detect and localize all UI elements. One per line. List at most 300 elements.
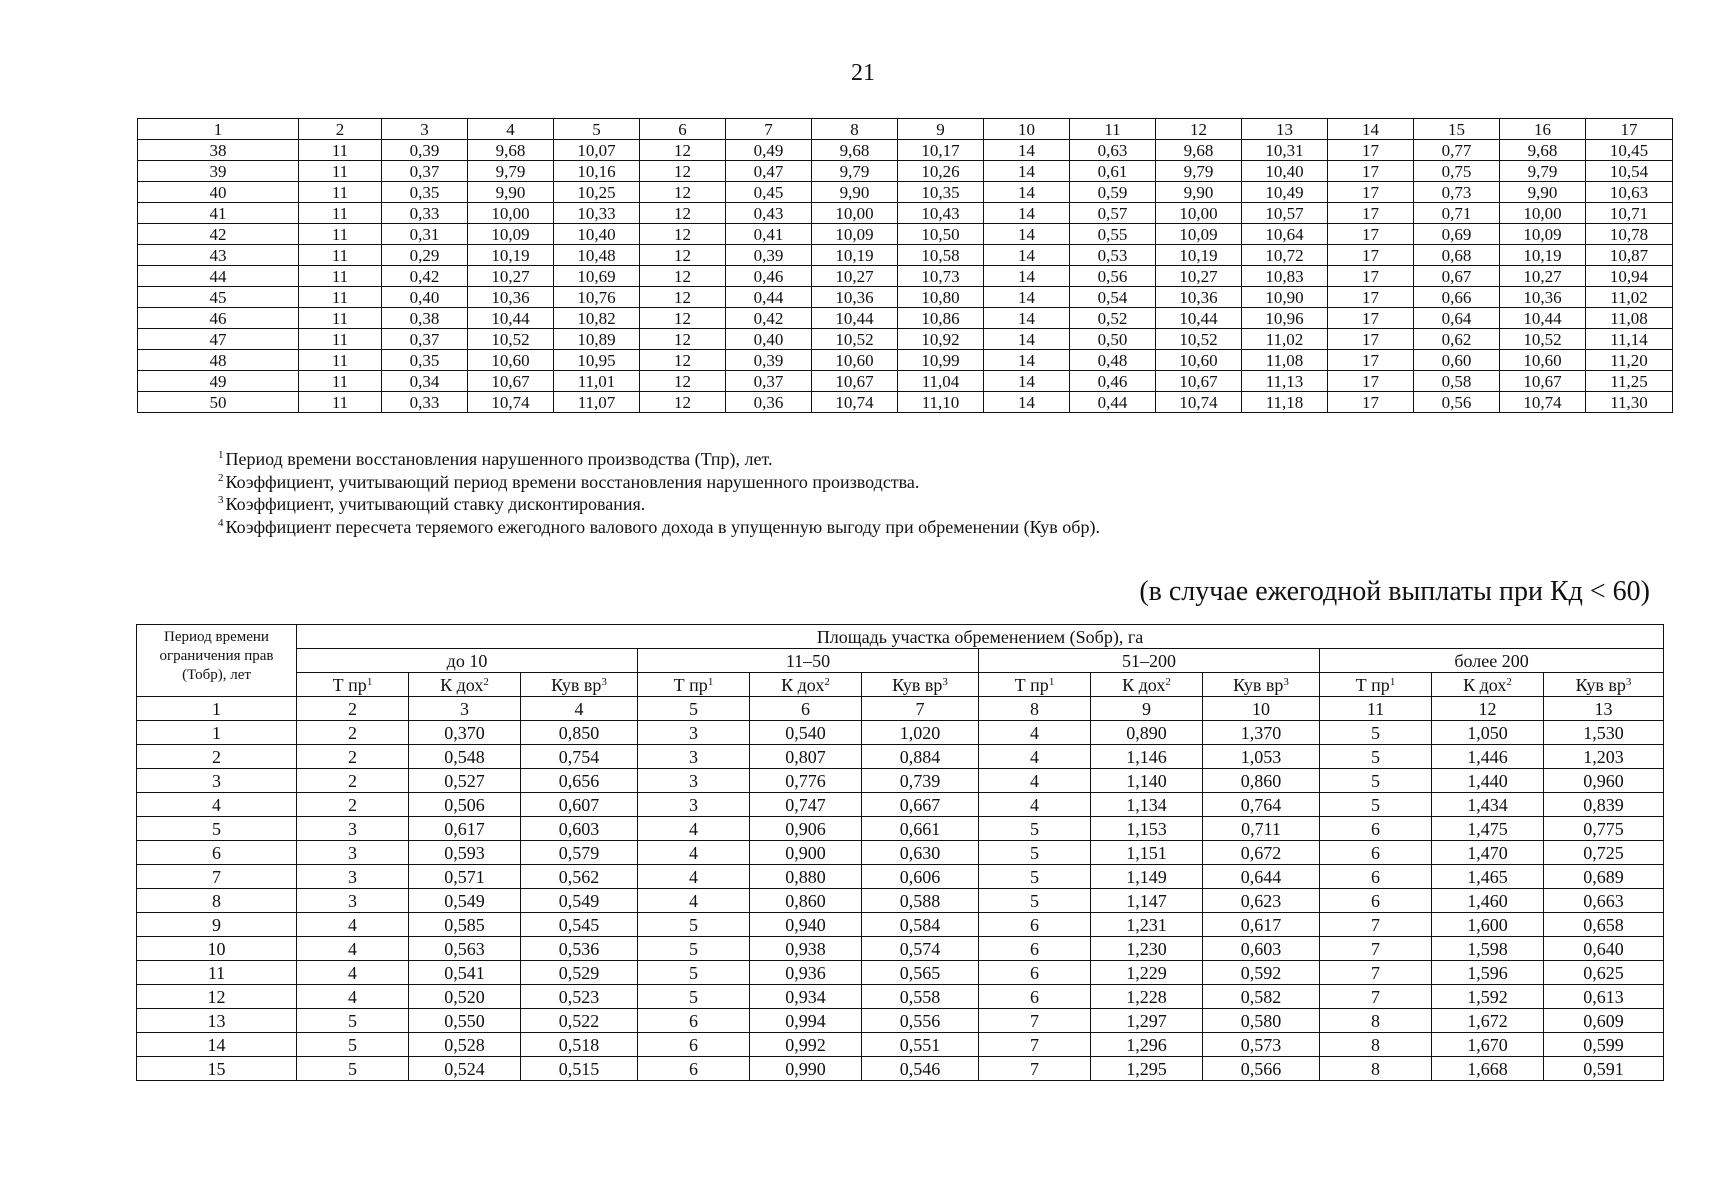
column-number: 13 xyxy=(1544,697,1664,721)
table-cell: 1,460 xyxy=(1432,889,1544,913)
table-cell: 14 xyxy=(984,161,1070,182)
table-cell: 2 xyxy=(137,745,297,769)
table-cell: 10,52 xyxy=(468,329,554,350)
table-cell: 0,37 xyxy=(382,161,468,182)
table-cell: 0,599 xyxy=(1544,1033,1664,1057)
table-cell: 11,20 xyxy=(1586,350,1673,371)
column-number: 12 xyxy=(1156,119,1242,140)
column-number: 11 xyxy=(1320,697,1432,721)
table-cell: 0,68 xyxy=(1414,245,1500,266)
sub-header: Т $пр^1$ xyxy=(638,673,750,697)
table-cell: 10,96 xyxy=(1242,308,1328,329)
table-cell: 5 xyxy=(1320,745,1432,769)
table-cell: 4 xyxy=(979,721,1091,745)
table-cell: 10,36 xyxy=(812,287,898,308)
table-cell: 0,545 xyxy=(521,913,638,937)
table-cell: 17 xyxy=(1328,161,1414,182)
table-row xyxy=(137,817,1664,841)
table-cell: 2 xyxy=(297,721,409,745)
column-number: 16 xyxy=(1500,119,1586,140)
table-cell: 0,776 xyxy=(750,769,862,793)
table-cell: 10,58 xyxy=(898,245,984,266)
table-cell: 12 xyxy=(640,308,726,329)
table-row xyxy=(137,769,1664,793)
column-number: 8 xyxy=(812,119,898,140)
table-cell: 10,40 xyxy=(1242,161,1328,182)
table-cell: 0,890 xyxy=(1091,721,1203,745)
table-cell: 10,90 xyxy=(1242,287,1328,308)
coefficients-table-continued xyxy=(137,118,1673,413)
table-cell: 0,73 xyxy=(1414,182,1500,203)
table-cell: 8 xyxy=(1320,1009,1432,1033)
table-cell: 1,050 xyxy=(1432,721,1544,745)
column-number: 5 xyxy=(554,119,640,140)
table-cell: 1,470 xyxy=(1432,841,1544,865)
table-cell: 0,550 xyxy=(409,1009,521,1033)
table-cell: 0,536 xyxy=(521,937,638,961)
table-cell: 5 xyxy=(979,889,1091,913)
table-cell: 0,43 xyxy=(726,203,812,224)
table-cell: 0,672 xyxy=(1203,841,1320,865)
table-cell: 10,09 xyxy=(1156,224,1242,245)
table-cell: 5 xyxy=(297,1033,409,1057)
table-cell: 5 xyxy=(1320,721,1432,745)
table-cell: 12 xyxy=(640,287,726,308)
table-cell: 17 xyxy=(1328,140,1414,161)
table-cell: 9,90 xyxy=(1500,182,1586,203)
table-cell: 0,515 xyxy=(521,1057,638,1081)
table-cell: 1,370 xyxy=(1203,721,1320,745)
table-cell: 1,053 xyxy=(1203,745,1320,769)
table-row xyxy=(138,266,1673,287)
table-cell: 10,09 xyxy=(1500,224,1586,245)
table-cell: 1,296 xyxy=(1091,1033,1203,1057)
annual-payment-coefficients-table xyxy=(136,624,1664,1081)
table-cell: 0,565 xyxy=(862,961,979,985)
table-cell: 11,04 xyxy=(898,371,984,392)
table-cell: 1,465 xyxy=(1432,865,1544,889)
table-cell: 10,00 xyxy=(1156,203,1242,224)
table-cell: 11 xyxy=(299,203,382,224)
table-cell: 0,582 xyxy=(1203,985,1320,1009)
table-cell: 0,520 xyxy=(409,985,521,1009)
table-cell: 0,37 xyxy=(382,329,468,350)
table-cell: 0,75 xyxy=(1414,161,1500,182)
table-cell: 6 xyxy=(638,1057,750,1081)
table-row xyxy=(138,287,1673,308)
table-cell: 4 xyxy=(638,865,750,889)
column-number: 11 xyxy=(1070,119,1156,140)
table-cell: 0,994 xyxy=(750,1009,862,1033)
table-cell: 10,44 xyxy=(468,308,554,329)
table-cell: 14 xyxy=(984,392,1070,413)
table-cell: 0,38 xyxy=(382,308,468,329)
table-cell: 6 xyxy=(979,985,1091,1009)
table-cell: 14 xyxy=(984,140,1070,161)
table-cell: 10,19 xyxy=(1156,245,1242,266)
table-cell: 10,86 xyxy=(898,308,984,329)
table-cell: 11,07 xyxy=(554,392,640,413)
table-cell: 10,74 xyxy=(468,392,554,413)
table-cell: 11,01 xyxy=(554,371,640,392)
table-cell: 0,663 xyxy=(1544,889,1664,913)
table-cell: 10,74 xyxy=(812,392,898,413)
table-cell: 1,229 xyxy=(1091,961,1203,985)
table-cell: 4 xyxy=(638,841,750,865)
table-row xyxy=(137,889,1664,913)
table-cell: 0,606 xyxy=(862,865,979,889)
table-cell: 0,50 xyxy=(1070,329,1156,350)
table-cell: 14 xyxy=(137,1033,297,1057)
table-cell: 17 xyxy=(1328,203,1414,224)
table-cell: 10,19 xyxy=(812,245,898,266)
table-cell: 10,26 xyxy=(898,161,984,182)
table-cell: 1,475 xyxy=(1432,817,1544,841)
table-cell: 0,571 xyxy=(409,865,521,889)
table-cell: 11,30 xyxy=(1586,392,1673,413)
table-cell: 3 xyxy=(297,841,409,865)
table-cell: 42 xyxy=(138,224,299,245)
column-number: 2 xyxy=(297,697,409,721)
footnote: $^1$ Период времени восстановления нарушенного производства (Тпр), лет. xyxy=(218,449,773,469)
table-cell: 1,134 xyxy=(1091,793,1203,817)
table-cell: 8 xyxy=(137,889,297,913)
table-cell: 12 xyxy=(640,161,726,182)
table-cell: 11 xyxy=(299,245,382,266)
table-cell: 5 xyxy=(979,865,1091,889)
table-cell: 2 xyxy=(297,745,409,769)
table-cell: 6 xyxy=(979,913,1091,937)
table-cell: 10,25 xyxy=(554,182,640,203)
table-cell: 10,45 xyxy=(1586,140,1673,161)
table-cell: 0,370 xyxy=(409,721,521,745)
table-cell: 5 xyxy=(1320,793,1432,817)
table-cell: 0,31 xyxy=(382,224,468,245)
table-row xyxy=(137,793,1664,817)
table-cell: 0,528 xyxy=(409,1033,521,1057)
table-cell: 0,580 xyxy=(1203,1009,1320,1033)
table-cell: 0,585 xyxy=(409,913,521,937)
table-cell: 11,18 xyxy=(1242,392,1328,413)
table-cell: 11 xyxy=(299,224,382,245)
table-cell: 0,524 xyxy=(409,1057,521,1081)
table-cell: 10,67 xyxy=(1156,371,1242,392)
table-cell: 0,938 xyxy=(750,937,862,961)
table-cell: 12 xyxy=(640,245,726,266)
table-cell: 0,592 xyxy=(1203,961,1320,985)
column-number: 17 xyxy=(1586,119,1673,140)
table-cell: 1,672 xyxy=(1432,1009,1544,1033)
table-cell: 0,34 xyxy=(382,371,468,392)
table-row xyxy=(137,841,1664,865)
table-cell: 40 xyxy=(138,182,299,203)
table-row xyxy=(138,245,1673,266)
table-cell: 10,87 xyxy=(1586,245,1673,266)
table-cell: 0,563 xyxy=(409,937,521,961)
table-cell: 2 xyxy=(297,793,409,817)
table-cell: 6 xyxy=(638,1009,750,1033)
table-cell: 3 xyxy=(137,769,297,793)
table-cell: 11 xyxy=(299,392,382,413)
table-cell: 1,598 xyxy=(1432,937,1544,961)
table-cell: 10,83 xyxy=(1242,266,1328,287)
table-cell: 0,623 xyxy=(1203,889,1320,913)
sub-header: Т $пр^1$ xyxy=(1320,673,1432,697)
column-number: 10 xyxy=(984,119,1070,140)
table-cell: 10,82 xyxy=(554,308,640,329)
table-cell: 3 xyxy=(297,889,409,913)
table-cell: 11,08 xyxy=(1242,350,1328,371)
table-cell: 3 xyxy=(638,745,750,769)
table-cell: 10,74 xyxy=(1500,392,1586,413)
table-cell: 1,668 xyxy=(1432,1057,1544,1081)
table-cell: 0,35 xyxy=(382,350,468,371)
table-cell: 0,46 xyxy=(726,266,812,287)
table-cell: 17 xyxy=(1328,266,1414,287)
column-number-row xyxy=(138,119,1673,140)
table-cell: 3 xyxy=(638,769,750,793)
table-cell: 12 xyxy=(640,350,726,371)
table-cell: 0,540 xyxy=(750,721,862,745)
footnotes xyxy=(218,448,1100,538)
group-header: 11–50 xyxy=(638,649,979,673)
table-cell: 10,48 xyxy=(554,245,640,266)
table-cell: 10 xyxy=(137,937,297,961)
table-cell: 5 xyxy=(638,913,750,937)
table-cell: 0,807 xyxy=(750,745,862,769)
table-cell: 0,69 xyxy=(1414,224,1500,245)
table-cell: 0,764 xyxy=(1203,793,1320,817)
table-cell: 0,739 xyxy=(862,769,979,793)
sub-header: Т $пр^1$ xyxy=(297,673,409,697)
table-cell: 0,42 xyxy=(726,308,812,329)
table-cell: 1,297 xyxy=(1091,1009,1203,1033)
column-number: 5 xyxy=(638,697,750,721)
table-cell: 3 xyxy=(297,817,409,841)
table-cell: 0,656 xyxy=(521,769,638,793)
table-cell: 0,527 xyxy=(409,769,521,793)
table-cell: 10,89 xyxy=(554,329,640,350)
table-cell: 10,07 xyxy=(554,140,640,161)
table-cell: 10,19 xyxy=(1500,245,1586,266)
table-cell: 4 xyxy=(979,769,1091,793)
table-cell: 0,64 xyxy=(1414,308,1500,329)
column-number: 13 xyxy=(1242,119,1328,140)
table-cell: 10,52 xyxy=(1500,329,1586,350)
table-cell: 3 xyxy=(638,721,750,745)
table-cell: 0,63 xyxy=(1070,140,1156,161)
table-cell: 0,44 xyxy=(1070,392,1156,413)
table-cell: 0,689 xyxy=(1544,865,1664,889)
table-cell: 13 xyxy=(137,1009,297,1033)
table-cell: 47 xyxy=(138,329,299,350)
table-cell: 9,68 xyxy=(1500,140,1586,161)
table-cell: 6 xyxy=(137,841,297,865)
table-cell: 10,72 xyxy=(1242,245,1328,266)
table-cell: 10,92 xyxy=(898,329,984,350)
table-cell: 14 xyxy=(984,182,1070,203)
table-cell: 11 xyxy=(299,287,382,308)
column-number: 9 xyxy=(1091,697,1203,721)
table-cell: 0,47 xyxy=(726,161,812,182)
table-cell: 10,94 xyxy=(1586,266,1673,287)
table-row xyxy=(137,865,1664,889)
table-cell: 3 xyxy=(638,793,750,817)
table-cell: 9,90 xyxy=(812,182,898,203)
table-cell: 0,56 xyxy=(1070,266,1156,287)
column-number: 4 xyxy=(468,119,554,140)
table-cell: 10,60 xyxy=(812,350,898,371)
table-cell: 17 xyxy=(1328,182,1414,203)
table-cell: 12 xyxy=(640,329,726,350)
table-cell: 0,49 xyxy=(726,140,812,161)
table-cell: 0,40 xyxy=(726,329,812,350)
table-cell: 10,36 xyxy=(1156,287,1242,308)
table-cell: 9,68 xyxy=(1156,140,1242,161)
table-cell: 9,79 xyxy=(812,161,898,182)
table-cell: 5 xyxy=(638,961,750,985)
table-cell: 10,71 xyxy=(1586,203,1673,224)
table-cell: 1,020 xyxy=(862,721,979,745)
table-cell: 1,140 xyxy=(1091,769,1203,793)
table-cell: 17 xyxy=(1328,350,1414,371)
column-number: 9 xyxy=(898,119,984,140)
table-cell: 0,45 xyxy=(726,182,812,203)
table-cell: 0,36 xyxy=(726,392,812,413)
table-cell: 6 xyxy=(1320,865,1432,889)
column-number: 4 xyxy=(521,697,638,721)
column-number: 14 xyxy=(1328,119,1414,140)
table-cell: 17 xyxy=(1328,371,1414,392)
table-cell: 10,27 xyxy=(812,266,898,287)
table-cell: 12 xyxy=(640,266,726,287)
table-cell: 9,68 xyxy=(468,140,554,161)
table-cell: 10,60 xyxy=(1156,350,1242,371)
table-cell: 10,00 xyxy=(468,203,554,224)
column-number: 6 xyxy=(640,119,726,140)
table-cell: 1,446 xyxy=(1432,745,1544,769)
table-cell: 4 xyxy=(137,793,297,817)
table-cell: 10,19 xyxy=(468,245,554,266)
table-cell: 45 xyxy=(138,287,299,308)
table-cell: 1,203 xyxy=(1544,745,1664,769)
table-cell: 0,617 xyxy=(409,817,521,841)
table-cell: 0,546 xyxy=(862,1057,979,1081)
table-cell: 0,529 xyxy=(521,961,638,985)
table-cell: 10,67 xyxy=(468,371,554,392)
table-cell: 1,596 xyxy=(1432,961,1544,985)
footnote: $^2$ Коэффициент, учитывающий период времени восстановления нарушенного производства. xyxy=(218,471,920,492)
column-number: 2 xyxy=(299,119,382,140)
table-cell: 15 xyxy=(137,1057,297,1081)
sub-header: Кув $вр^3$ xyxy=(1544,673,1664,697)
table-cell: 0,523 xyxy=(521,985,638,1009)
table-cell: 10,36 xyxy=(468,287,554,308)
sub-header: Кув $вр^3$ xyxy=(521,673,638,697)
table-cell: 0,39 xyxy=(726,350,812,371)
table-cell: 10,35 xyxy=(898,182,984,203)
table-cell: 11,25 xyxy=(1586,371,1673,392)
table-cell: 0,775 xyxy=(1544,817,1664,841)
table-cell: 14 xyxy=(984,203,1070,224)
table-cell: 12 xyxy=(640,224,726,245)
table-cell: 10,44 xyxy=(812,308,898,329)
table-cell: 0,541 xyxy=(409,961,521,985)
table-cell: 10,17 xyxy=(898,140,984,161)
table-cell: 10,67 xyxy=(1500,371,1586,392)
sub-header: Кув $вр^3$ xyxy=(1203,673,1320,697)
table-cell: 43 xyxy=(138,245,299,266)
table-cell: 11,08 xyxy=(1586,308,1673,329)
table-row xyxy=(137,913,1664,937)
table-cell: 0,603 xyxy=(1203,937,1320,961)
page-number: 21 xyxy=(851,60,875,86)
table-row xyxy=(137,721,1664,745)
table-cell: 10,27 xyxy=(1500,266,1586,287)
table-cell: 10,95 xyxy=(554,350,640,371)
table-cell: 9,90 xyxy=(1156,182,1242,203)
table-row xyxy=(138,329,1673,350)
table-cell: 11 xyxy=(299,329,382,350)
table-cell: 10,99 xyxy=(898,350,984,371)
table-cell: 0,55 xyxy=(1070,224,1156,245)
table-cell: 1,230 xyxy=(1091,937,1203,961)
table-cell: 0,658 xyxy=(1544,913,1664,937)
table-cell: 0,39 xyxy=(382,140,468,161)
table-cell: 17 xyxy=(1328,287,1414,308)
table-cell: 17 xyxy=(1328,329,1414,350)
table-cell: 12 xyxy=(640,392,726,413)
table-row xyxy=(137,1009,1664,1033)
table-cell: 11 xyxy=(299,350,382,371)
table-cell: 4 xyxy=(297,985,409,1009)
table-cell: 10,31 xyxy=(1242,140,1328,161)
table-cell: 9,79 xyxy=(1156,161,1242,182)
table-cell: 0,644 xyxy=(1203,865,1320,889)
table-cell: 1,228 xyxy=(1091,985,1203,1009)
table-cell: 0,906 xyxy=(750,817,862,841)
table-cell: 0,41 xyxy=(726,224,812,245)
table-cell: 10,54 xyxy=(1586,161,1673,182)
table-cell: 0,609 xyxy=(1544,1009,1664,1033)
table-cell: 0,54 xyxy=(1070,287,1156,308)
table-cell: 10,09 xyxy=(812,224,898,245)
table-cell: 10,43 xyxy=(898,203,984,224)
table-cell: 1,440 xyxy=(1432,769,1544,793)
table-cell: 7 xyxy=(979,1033,1091,1057)
table-cell: 0,573 xyxy=(1203,1033,1320,1057)
table-cell: 0,40 xyxy=(382,287,468,308)
table-cell: 0,940 xyxy=(750,913,862,937)
table-cell: 1 xyxy=(137,721,297,745)
table-cell: 5 xyxy=(297,1057,409,1081)
table-cell: 0,607 xyxy=(521,793,638,817)
table-cell: 9,68 xyxy=(812,140,898,161)
table-cell: 7 xyxy=(1320,985,1432,1009)
table-cell: 0,850 xyxy=(521,721,638,745)
table-cell: 0,48 xyxy=(1070,350,1156,371)
table-cell: 0,37 xyxy=(726,371,812,392)
table-cell: 48 xyxy=(138,350,299,371)
table-cell: 0,66 xyxy=(1414,287,1500,308)
table-caption: (в случае ежегодной выплаты при Кд < 60) xyxy=(1139,576,1650,607)
table-cell: 0,52 xyxy=(1070,308,1156,329)
table-cell: 0,747 xyxy=(750,793,862,817)
table-row xyxy=(137,1057,1664,1081)
table-cell: 0,61 xyxy=(1070,161,1156,182)
table-cell: 11,02 xyxy=(1586,287,1673,308)
table-row xyxy=(138,161,1673,182)
